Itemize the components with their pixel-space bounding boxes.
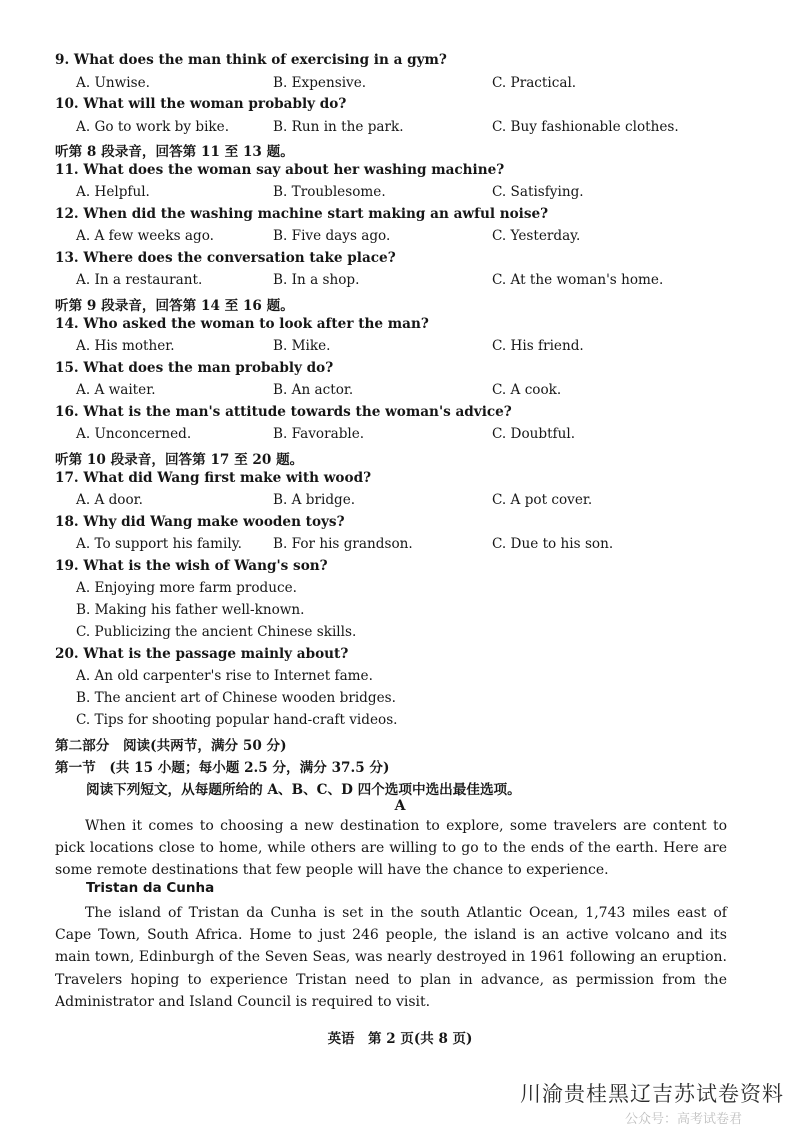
q16-option-b: B. Favorable. xyxy=(273,426,365,442)
q19-option-c: C. Publicizing the ancient Chinese skills. xyxy=(76,624,357,640)
question-10: 10. What will the woman probably do? xyxy=(55,96,347,112)
q11-option-a: A. Helpful. xyxy=(76,184,150,200)
watermark-line1: 川渝贵桂黑辽吉苏试卷资料 xyxy=(520,1082,784,1106)
passage-intro-text: When it comes to choosing a new destination to explore, some travelers are content to pick locations close to home, while others are willing to go to the ends of the earth. Here are some remote destinations that few people will have the chance to experience. xyxy=(55,818,727,879)
q9-option-a: A. Unwise. xyxy=(76,75,150,91)
q10-option-c: C. Buy fashionable clothes. xyxy=(492,119,679,135)
q9-option-b: B. Expensive. xyxy=(273,75,367,91)
q12-option-c: C. Yesterday. xyxy=(492,228,581,244)
question-19: 19. What is the wish of Wang's son? xyxy=(55,558,328,574)
q18-option-c: C. Due to his son. xyxy=(492,536,614,552)
q18-option-b: B. For his grandson. xyxy=(273,536,413,552)
q15-option-c: C. A cook. xyxy=(492,382,562,398)
question-18: 18. Why did Wang make wooden toys? xyxy=(55,514,345,530)
q14-option-c: C. His friend. xyxy=(492,338,584,354)
question-13: 13. Where does the conversation take place? xyxy=(55,250,396,266)
page-footer: 英语 第 2 页(共 8 页) xyxy=(327,1031,473,1047)
q15-option-b: B. An actor. xyxy=(273,382,354,398)
q13-option-a: A. In a restaurant. xyxy=(76,272,203,288)
q12-option-b: B. Five days ago. xyxy=(273,228,391,244)
q19-option-a: A. Enjoying more farm produce. xyxy=(76,580,297,596)
q19-option-b: B. Making his father well-known. xyxy=(76,602,305,618)
q10-option-a: A. Go to work by bike. xyxy=(76,119,230,135)
passage-intro xyxy=(55,815,727,882)
q11-option-c: C. Satisfying. xyxy=(492,184,584,200)
q16-option-a: A. Unconcerned. xyxy=(76,426,192,442)
watermark-line2: 公众号：高考试卷君 xyxy=(625,1112,743,1127)
q10-option-b: B. Run in the park. xyxy=(273,119,404,135)
question-12: 12. When did the washing machine start making an awful noise? xyxy=(55,206,549,222)
section1-title: 第一节 (共 15 小题；每小题 2.5 分，满分 37.5 分) xyxy=(55,760,390,776)
passage-body xyxy=(55,902,727,1013)
passage-body-text: The island of Tristan da Cunha is set in the south Atlantic Ocean, 1,743 miles east of Cape Town, South Africa. Home to just 246 people, the island is an active volcano and its main town, Edinburgh of the Seven Seas, was nearly destroyed in 1961 following an eruption. Travelers hoping to experience Tristan need to plan in advance, as permission from the Administrator and Island Council is required to visit. xyxy=(55,905,727,1010)
passage-subheading: Tristan da Cunha xyxy=(86,880,215,896)
question-9: 9. What does the man think of exercising in a gym? xyxy=(55,52,447,68)
q12-option-a: A. A few weeks ago. xyxy=(76,228,214,244)
instruction-segment-9: 听第 9 段录音，回答第 14 至 16 题。 xyxy=(55,298,294,314)
q18-option-a: A. To support his family. xyxy=(76,536,242,552)
q14-option-b: B. Mike. xyxy=(273,338,331,354)
instruction-segment-10: 听第 10 段录音，回答第 17 至 20 题。 xyxy=(55,452,304,468)
q15-option-a: A. A waiter. xyxy=(76,382,156,398)
question-11: 11. What does the woman say about her washing machine? xyxy=(55,162,505,178)
question-14: 14. Who asked the woman to look after the man? xyxy=(55,316,429,332)
instruction-segment-8: 听第 8 段录音，回答第 11 至 13 题。 xyxy=(55,144,294,160)
passage-label: A xyxy=(394,798,406,814)
q14-option-a: A. His mother. xyxy=(76,338,175,354)
question-15: 15. What does the man probably do? xyxy=(55,360,334,376)
q11-option-b: B. Troublesome. xyxy=(273,184,386,200)
q17-option-a: A. A door. xyxy=(76,492,143,508)
q17-option-b: B. A bridge. xyxy=(273,492,356,508)
question-17: 17. What did Wang first make with wood? xyxy=(55,470,372,486)
q20-option-a: A. An old carpenter's rise to Internet fame. xyxy=(76,668,373,684)
question-20: 20. What is the passage mainly about? xyxy=(55,646,349,662)
question-16: 16. What is the man's attitude towards the woman's advice? xyxy=(55,404,512,420)
q20-option-b: B. The ancient art of Chinese wooden bridges. xyxy=(76,690,396,706)
q20-option-c: C. Tips for shooting popular hand-craft videos. xyxy=(76,712,398,728)
q9-option-c: C. Practical. xyxy=(492,75,577,91)
reading-directions: 阅读下列短文，从每题所给的 A、B、C、D 四个选项中选出最佳选项。 xyxy=(86,782,521,798)
q13-option-c: C. At the woman's home. xyxy=(492,272,664,288)
q13-option-b: B. In a shop. xyxy=(273,272,360,288)
q17-option-c: C. A pot cover. xyxy=(492,492,593,508)
part2-title: 第二部分 阅读(共两节，满分 50 分) xyxy=(55,738,287,754)
q16-option-c: C. Doubtful. xyxy=(492,426,576,442)
